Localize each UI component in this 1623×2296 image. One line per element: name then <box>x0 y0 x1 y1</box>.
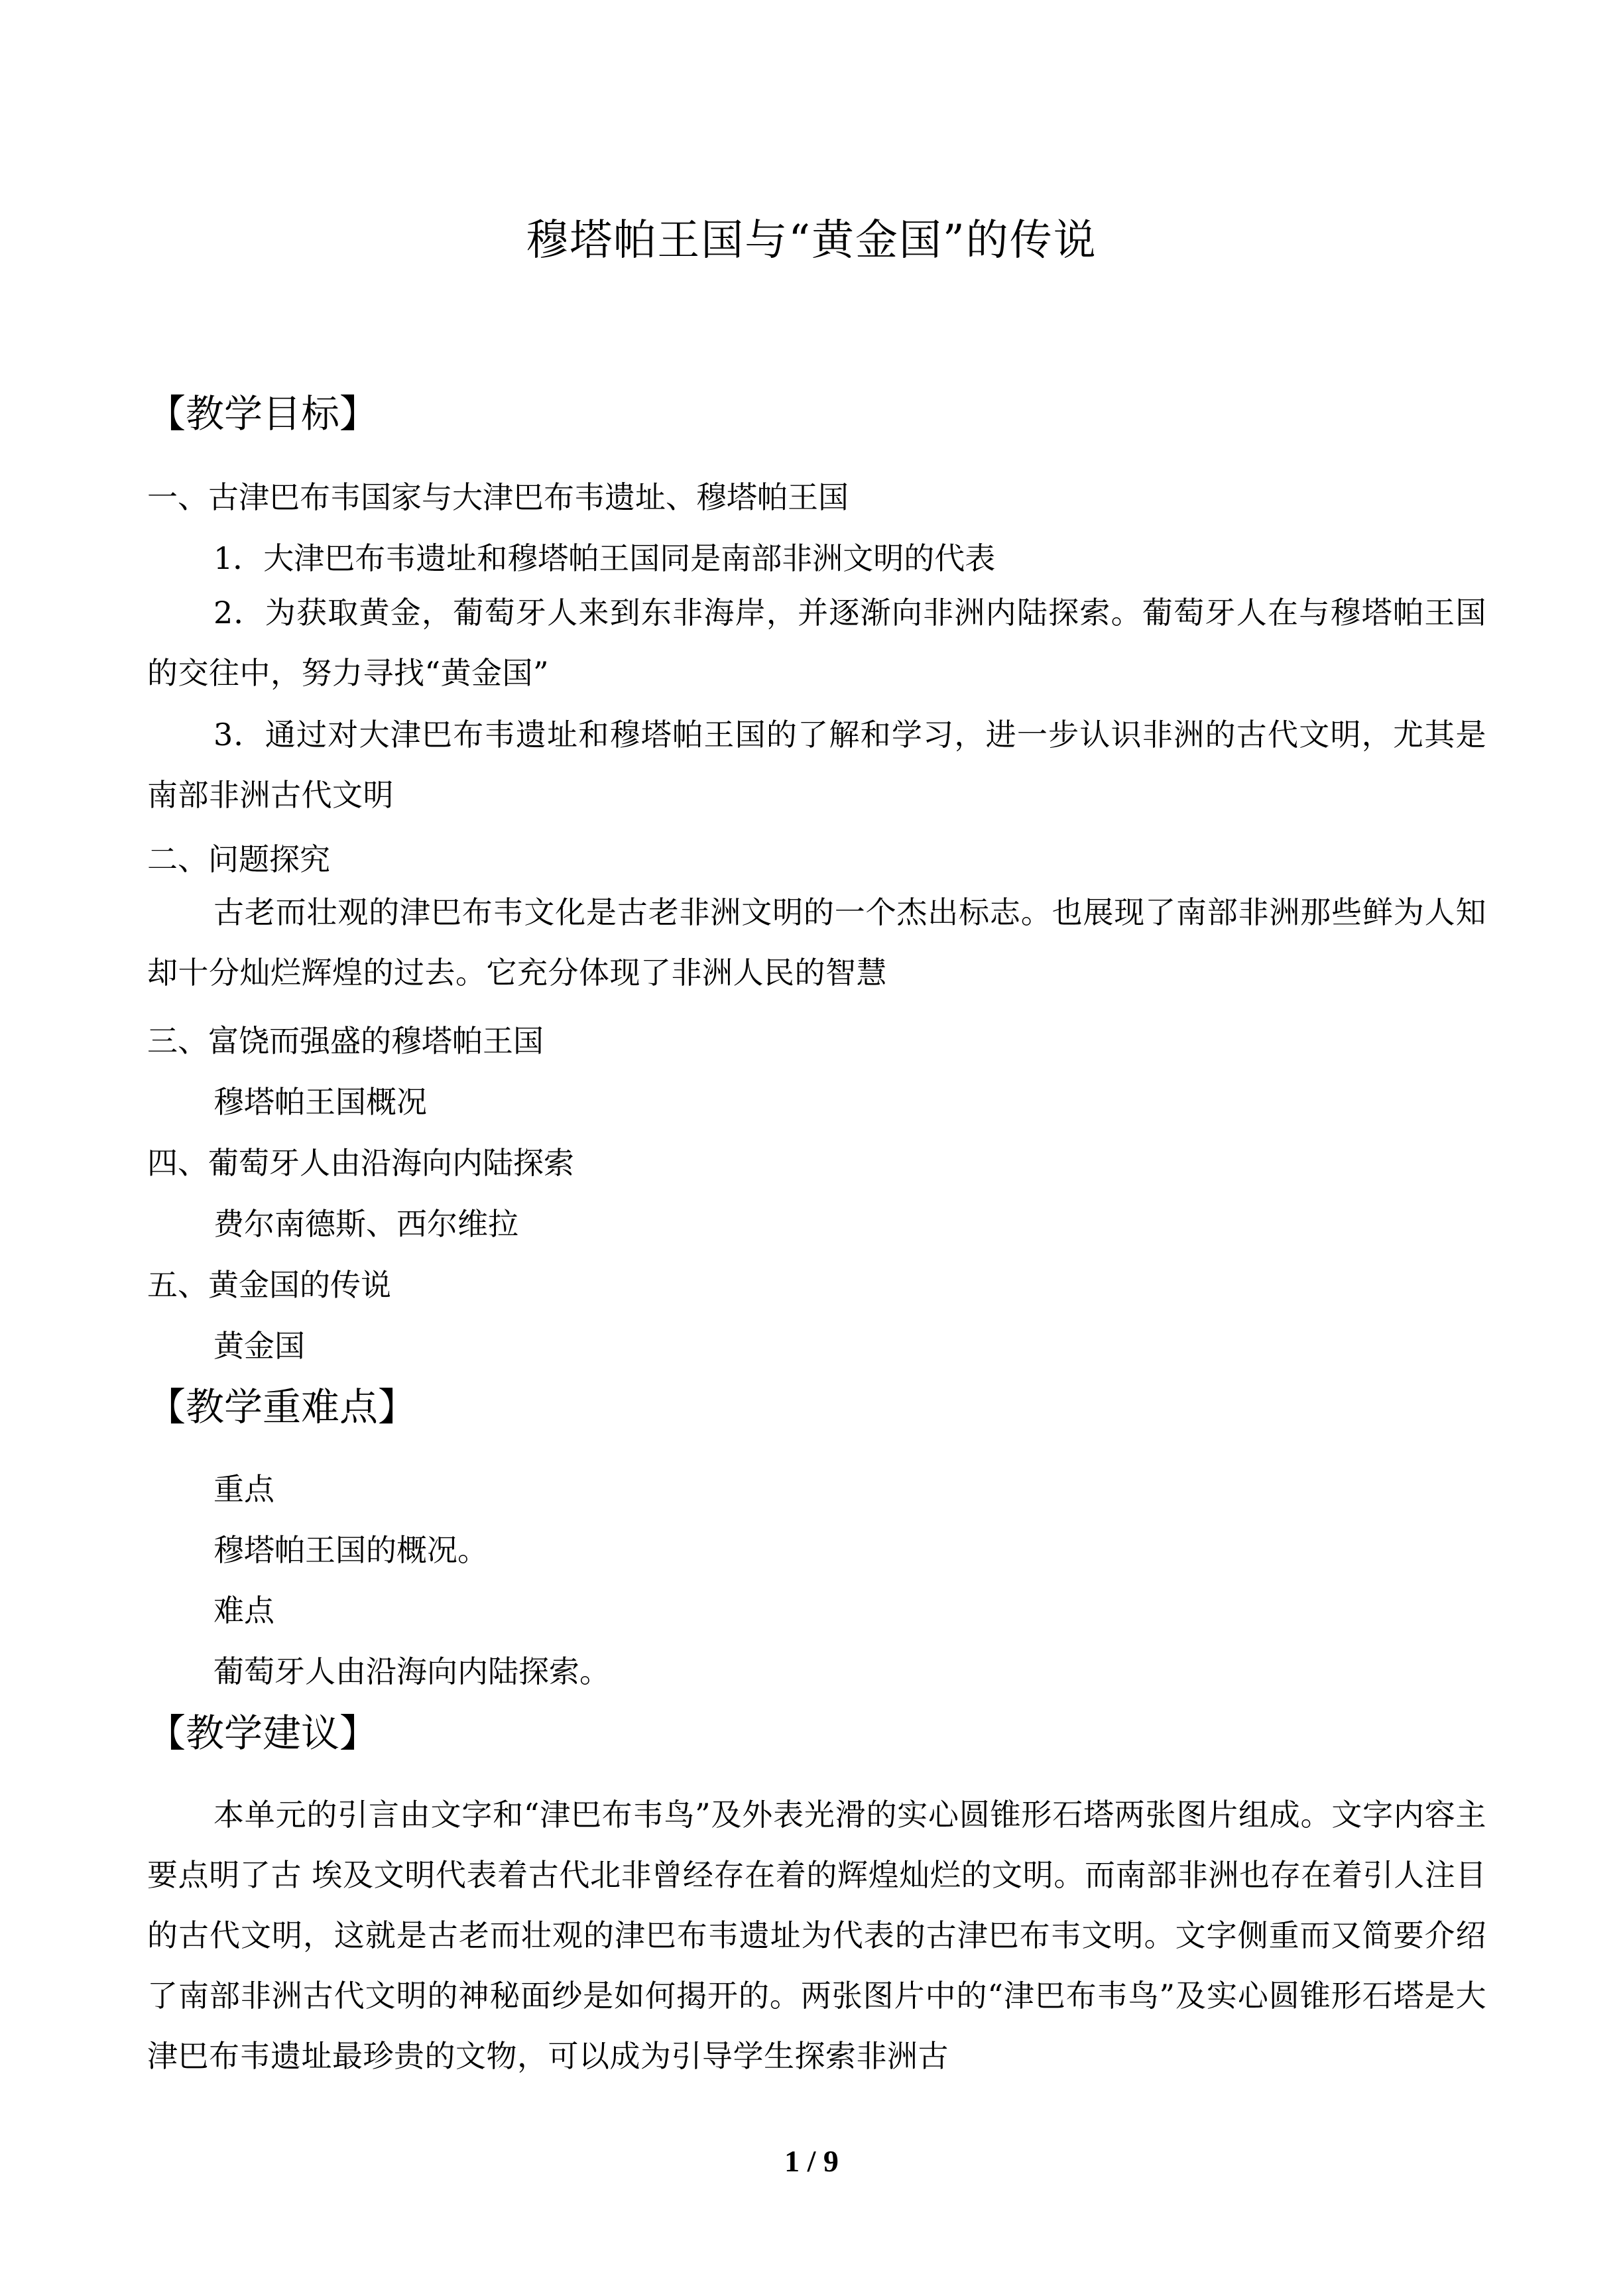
page-title: 穆塔帕王国与“黄金国”的传说 <box>526 216 1097 265</box>
goal-item-1-sub-2: 2．为获取黄金，葡萄牙人来到东非海岸，并逐渐向非洲内陆探索。葡萄牙人在与穆塔帕王国的交往中，努力寻找“黄金国” <box>147 595 1486 691</box>
section-heading-goals: 【教学目标】 <box>147 391 379 436</box>
page-number: 1 / 9 <box>784 2144 839 2178</box>
difficult-point-text: 葡萄牙人由沿海向内陆探索。 <box>213 1654 610 1689</box>
goal-item-4-text: 费尔南德斯、西尔维拉 <box>213 1206 518 1242</box>
goal-item-5-text: 黄金国 <box>213 1328 305 1364</box>
goal-item-3-text: 穆塔帕王国概况 <box>213 1084 427 1120</box>
section-heading-advice: 【教学建议】 <box>147 1711 379 1756</box>
difficult-point-label: 难点 <box>213 1593 274 1628</box>
goal-item-1-sub-1: 1．大津巴布韦遗址和穆塔帕王国同是南部非洲文明的代表 <box>213 540 996 576</box>
goal-item-4: 四、葡萄牙人由沿海向内陆探索 <box>147 1145 574 1181</box>
goal-item-1: 一、古津巴布韦国家与大津巴布韦遗址、穆塔帕王国 <box>147 479 849 515</box>
section-heading-key-points: 【教学重难点】 <box>147 1384 417 1429</box>
goal-item-1-sub-3: 3．通过对大津巴布韦遗址和穆塔帕王国的了解和学习，进一步认识非洲的古代文明，尤其是南部非洲古代文明 <box>147 717 1486 813</box>
advice-paragraph: 本单元的引言由文字和“津巴布韦鸟”及外表光滑的实心圆锥形石塔两张图片组成。文字内容主要点明了古 埃及文明代表着古代北非曾经存在着的辉煌灿烂的文明。而南部非洲也存在着引人注目的古代文明，这就是古老而壮观的津巴布韦遗址为代表的古津巴布韦文明。文字侧重而又简要介绍了南部非洲古代文明的神秘面纱是如何揭开的。两张图片中的“津巴布韦鸟”及实心圆锥形石塔是大津巴布韦遗址最珍贵的文物，可以成为引导学生探索非洲古 <box>147 1797 1486 2074</box>
goal-item-2-text: 古老而壮观的津巴布韦文化是古老非洲文明的一个杰出标志。也展现了南部非洲那些鲜为人知却十分灿烂辉煌的过去。它充分体现了非洲人民的智慧 <box>147 894 1486 991</box>
key-point-label: 重点 <box>213 1471 274 1507</box>
goal-item-5: 五、黄金国的传说 <box>147 1267 391 1303</box>
goal-item-3: 三、富饶而强盛的穆塔帕王国 <box>147 1023 544 1059</box>
key-point-text: 穆塔帕王国的概况。 <box>213 1532 488 1568</box>
goal-item-2: 二、问题探究 <box>147 841 330 877</box>
